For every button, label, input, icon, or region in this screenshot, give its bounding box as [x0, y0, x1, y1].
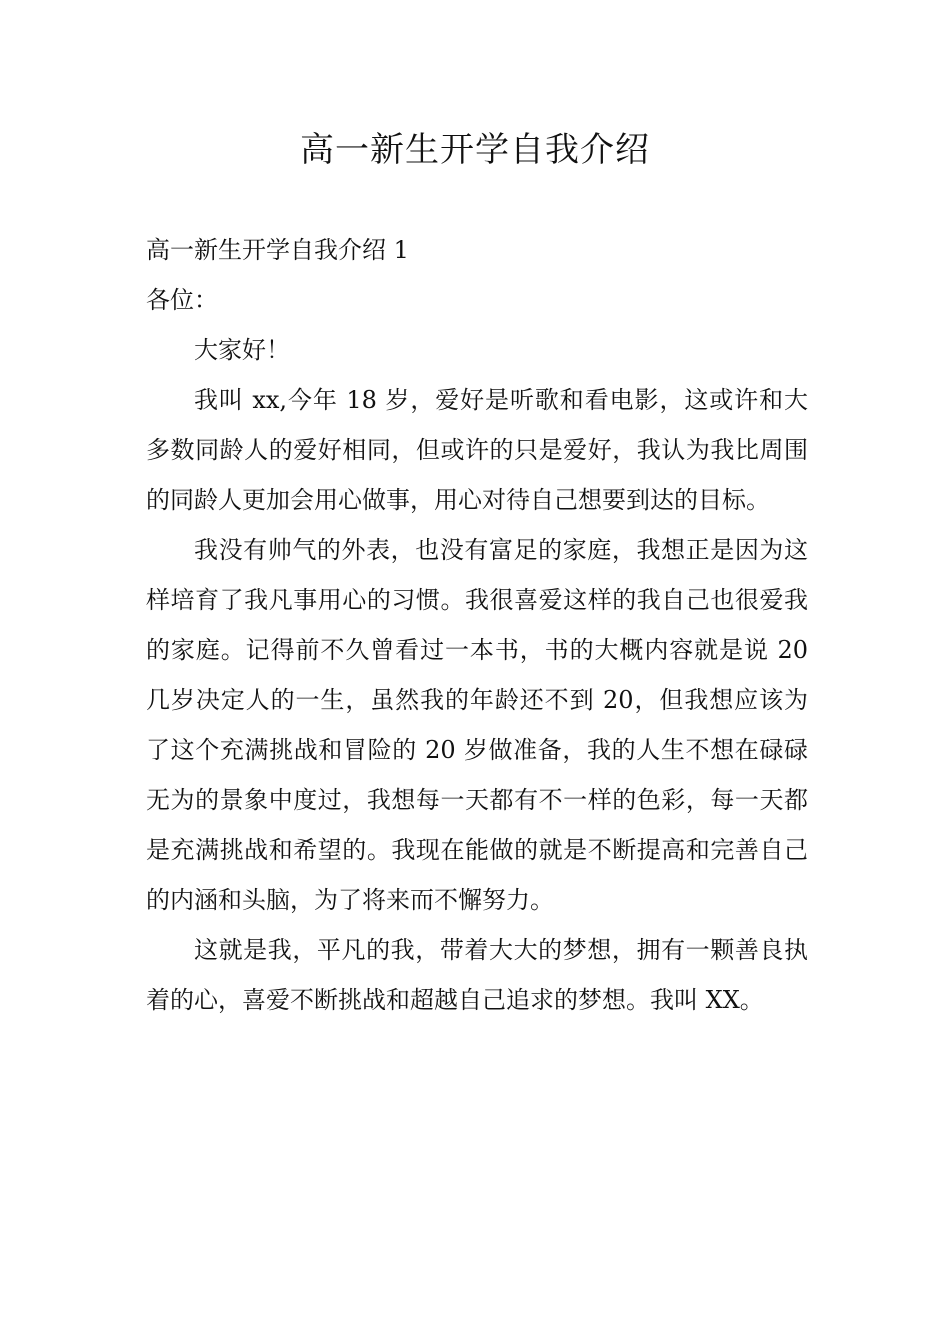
- paragraph-greeting: 大家好！: [194, 336, 290, 364]
- paragraph-closing: 这就是我，平凡的我，带着大大的梦想，拥有一颗善良执着的心，喜爱不断挑战和超越自己追求的梦想。我叫 XX。: [146, 936, 808, 1014]
- paragraph-background: 我没有帅气的外表，也没有富足的家庭，我想正是因为这样培育了我凡事用心的习惯。我很喜爱这样的我自己也很爱我的家庭。记得前不久曾看过一本书，书的大概内容就是说 20 几岁决定人的一生，虽然我的年龄还不到 20，但我想应该为了这个充满挑战和冒险的 20 岁做准备，我的人生不想在碌碌无为的景象中度过，我想每一天都有不一样的色彩，每一天都是充满挑战和希望的。我现在能做的就是不断提高和完善自己的内涵和头脑，为了将来而不懈努力。: [146, 536, 808, 914]
- section-heading: 高一新生开学自我介绍 1: [146, 236, 409, 264]
- document-title: 高一新生开学自我介绍: [300, 130, 650, 170]
- paragraph-intro: 我叫 xx,今年 18 岁，爱好是听歌和看电影，这或许和大多数同龄人的爱好相同，但或许的只是爱好，我认为我比周围的同龄人更加会用心做事，用心对待自己想要到达的目标。: [146, 386, 808, 514]
- document-body: [146, 225, 808, 1025]
- salutation: 各位：: [146, 286, 218, 314]
